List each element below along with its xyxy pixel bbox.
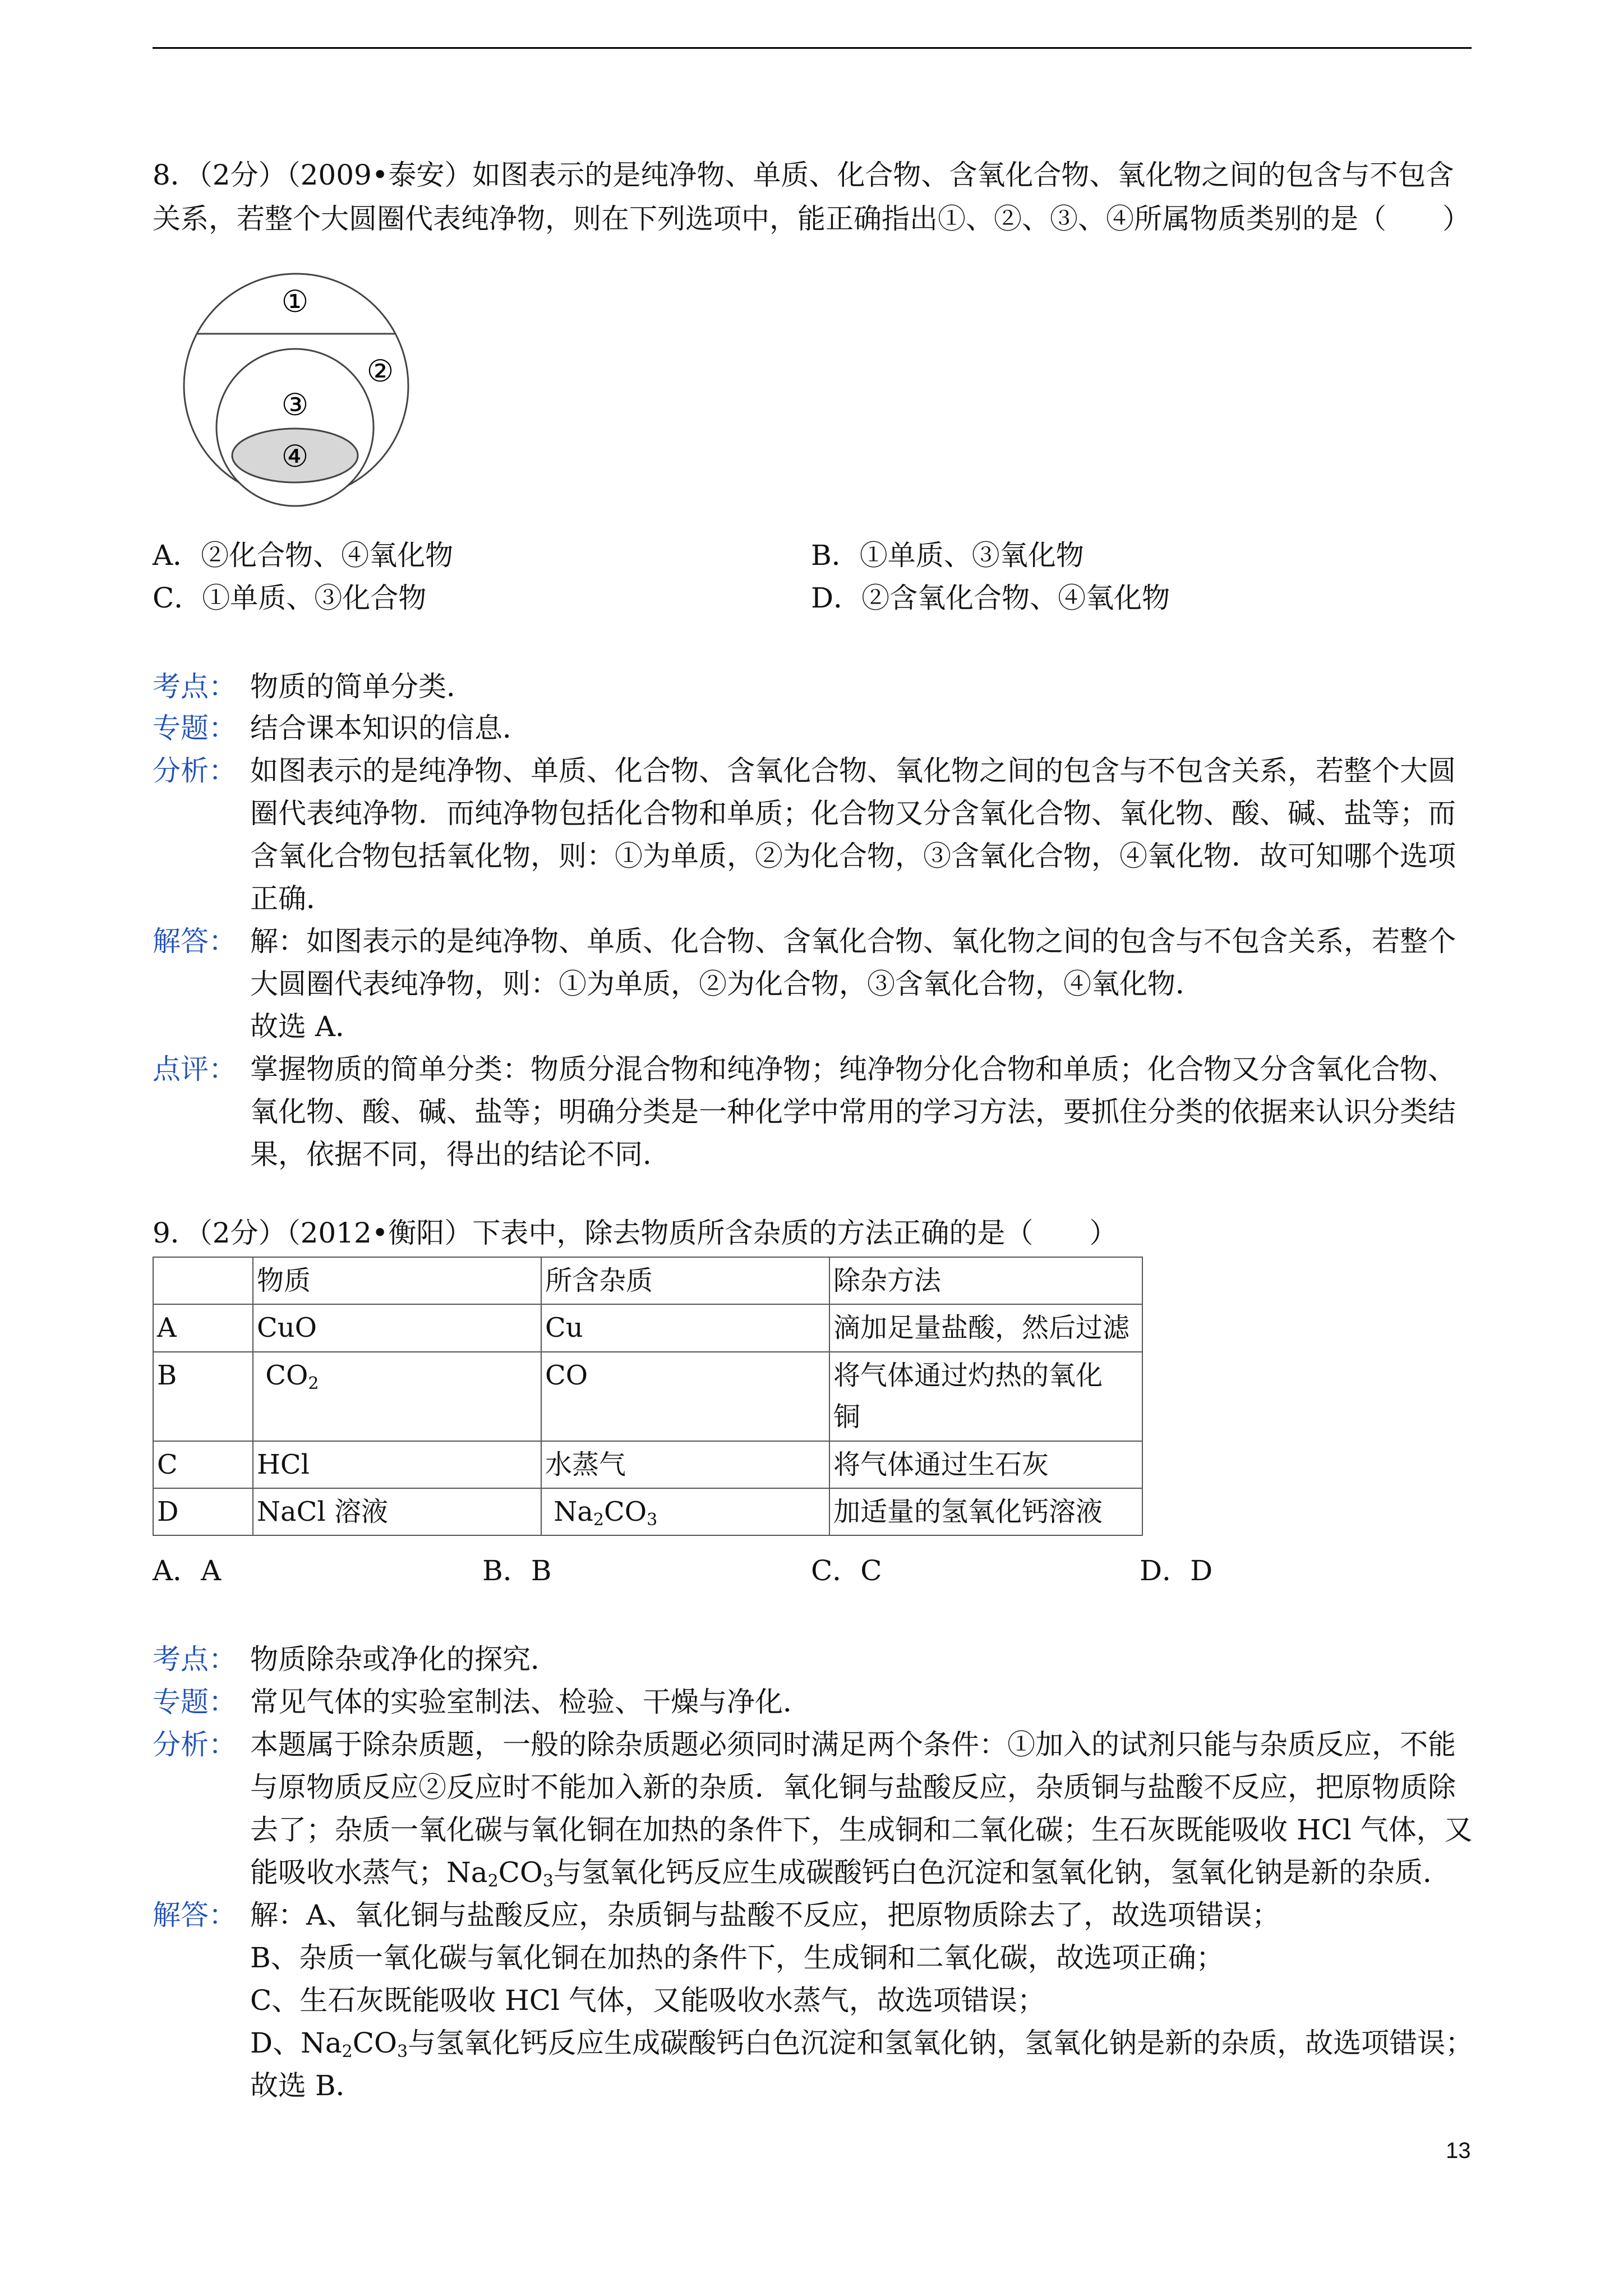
q8-fenxi-label: 分析： bbox=[153, 754, 237, 787]
subscript: 2 bbox=[308, 1373, 319, 1393]
q9-option-c: C．C bbox=[811, 1554, 882, 1587]
table-cell-impurity: Cu bbox=[541, 1304, 829, 1351]
formula-text: CO bbox=[603, 1496, 647, 1527]
q9-fenxi-line: 本题属于除杂质题，一般的除杂质题必须同时满足两个条件：①加入的试剂只能与杂质反应，不能 bbox=[250, 1728, 1456, 1761]
table-header-cell: 物质 bbox=[253, 1257, 541, 1304]
formula-text: Na bbox=[554, 1496, 593, 1527]
table-cell-impurity bbox=[541, 1488, 829, 1535]
q8-kaodian-label: 考点： bbox=[153, 670, 237, 703]
q9-stem: 9．（2分）（2012•衡阳）下表中，除去物质所含杂质的方法正确的是（ ） bbox=[153, 1217, 1118, 1249]
q9-jieda-line: B、杂质一氧化碳与氧化铜在加热的条件下，生成铜和二氧化碳，故选项正确； bbox=[250, 1941, 1224, 1974]
table-cell-method: 滴加足量盐酸，然后过滤 bbox=[829, 1304, 1142, 1351]
q9-zhuanti: 常见气体的实验室制法、检验、干燥与净化． bbox=[250, 1686, 811, 1718]
table-header-cell: 除杂方法 bbox=[829, 1257, 1142, 1304]
q8-zhuanti: 结合课本知识的信息． bbox=[250, 712, 531, 744]
text-run: D、Na bbox=[250, 2027, 342, 2059]
text-run: 能吸收水蒸气；Na bbox=[250, 1856, 488, 1889]
q9-fenxi-line: 与原物质反应②反应时不能加入新的杂质．氧化铜与盐酸反应，杂质铜与盐酸不反应，把原物质除 bbox=[250, 1771, 1456, 1803]
q9-table bbox=[153, 1257, 1143, 1536]
q9-option-a: A．A bbox=[153, 1554, 222, 1587]
q9-jieda-line: C、生石灰既能吸收 HCl 气体，又能吸收水蒸气，故选项错误； bbox=[250, 1984, 1045, 2017]
table-header-cell: 所含杂质 bbox=[541, 1257, 829, 1304]
q8-jieda-line: 故选 A． bbox=[250, 1010, 364, 1043]
q9-option-b: B．B bbox=[482, 1554, 552, 1587]
q8-fenxi-line: 如图表示的是纯净物、单质、化合物、含氧化合物、氧化物之间的包含与不包含关系，若整个大圆 bbox=[250, 754, 1456, 787]
method-line: 将气体通过灼热的氧化 bbox=[833, 1359, 1103, 1391]
q9-kaodian-label: 考点： bbox=[153, 1643, 237, 1676]
text-run: 与氢氧化钙反应生成碳酸钙白色沉淀和氢氧化钠，氢氧化钠是新的杂质． bbox=[554, 1856, 1451, 1889]
q8-option-c: C．①单质、③化合物 bbox=[153, 582, 427, 614]
q8-zhuanti-label: 专题： bbox=[153, 712, 237, 744]
subscript: 3 bbox=[542, 1871, 554, 1891]
q8-jieda-line: 大圆圈代表纯净物，则：①为单质，②为化合物，③含氧化合物，④氧化物． bbox=[250, 968, 1204, 1000]
q8-dianping-line: 掌握物质的简单分类：物质分混合物和纯净物；纯净物分化合物和单质；化合物又分含氧化合物、 bbox=[250, 1053, 1456, 1085]
table-header-row bbox=[153, 1257, 1142, 1304]
q9-fenxi-line bbox=[250, 1856, 1451, 1889]
q9-kaodian: 物质除杂或净化的探究． bbox=[250, 1643, 559, 1676]
table-row bbox=[153, 1304, 1142, 1351]
table-cell-method: 将气体通过生石灰 bbox=[829, 1441, 1142, 1488]
text-run: CO bbox=[352, 2027, 397, 2059]
subscript: 2 bbox=[342, 2042, 353, 2062]
table-row bbox=[153, 1352, 1142, 1441]
table-cell-impurity: 水蒸气 bbox=[541, 1441, 829, 1488]
q8-stem-line-1: 8．（2分）（2009•泰安）如图表示的是纯净物、单质、化合物、含氧化合物、氧化物之间的包含与不包含 bbox=[153, 159, 1454, 191]
method-line: 铜 bbox=[833, 1401, 861, 1433]
q8-classification-diagram bbox=[151, 264, 443, 510]
q9-jieda-end: 故选 B． bbox=[250, 2069, 364, 2102]
label-1: ① bbox=[281, 284, 309, 319]
q8-fenxi-line: 含氧化合物包括氧化物，则：①为单质，②为化合物，③含氧化合物，④氧化物．故可知哪个选项 bbox=[250, 840, 1456, 872]
q8-dianping-line: 果，依据不同，得出的结论不同． bbox=[250, 1138, 671, 1171]
subscript: 3 bbox=[397, 2042, 408, 2062]
table-cell-substance: CuO bbox=[253, 1304, 541, 1351]
table-cell-substance: HCl bbox=[253, 1441, 541, 1488]
table-cell-id: C bbox=[153, 1441, 253, 1488]
table-cell-substance: NaCl 溶液 bbox=[253, 1488, 541, 1535]
q8-fenxi-line: 正确． bbox=[250, 882, 334, 915]
table-cell-id: A bbox=[153, 1304, 253, 1351]
q8-option-b: B．①单质、③氧化物 bbox=[811, 539, 1084, 572]
table-cell-id: B bbox=[153, 1352, 253, 1441]
subscript: 3 bbox=[647, 1510, 658, 1530]
label-2: ② bbox=[366, 353, 394, 389]
table-header-cell bbox=[153, 1257, 253, 1304]
q9-fenxi-label: 分析： bbox=[153, 1728, 237, 1761]
subscript: 2 bbox=[593, 1510, 604, 1530]
table-cell-id: D bbox=[153, 1488, 253, 1535]
table-cell-substance bbox=[253, 1352, 541, 1441]
text-run: 与氢氧化钙反应生成碳酸钙白色沉淀和氢氧化钠，氢氧化钠是新的杂质，故选项错误； bbox=[408, 2027, 1474, 2059]
q8-option-a: A．②化合物、④氧化物 bbox=[153, 539, 454, 572]
q9-jieda-line bbox=[250, 2026, 1473, 2060]
table-row bbox=[153, 1441, 1142, 1488]
header-rule bbox=[153, 47, 1472, 49]
q9-jieda-label: 解答： bbox=[153, 1899, 237, 1931]
q8-dianping-label: 点评： bbox=[153, 1053, 237, 1085]
formula-text: CO bbox=[265, 1359, 308, 1391]
table-cell-method: 加适量的氢氧化钙溶液 bbox=[829, 1488, 1142, 1535]
table-cell-impurity: CO bbox=[541, 1352, 829, 1441]
q9-jieda-line: 解：A、氧化铜与盐酸反应，杂质铜与盐酸不反应，把原物质除去了，故选项错误； bbox=[250, 1899, 1280, 1931]
table-row bbox=[153, 1488, 1142, 1535]
q8-kaodian: 物质的简单分类． bbox=[250, 670, 474, 703]
q9-fenxi-line: 去了；杂质一氧化碳与氧化铜在加热的条件下，生成铜和二氧化碳；生石灰既能吸收 HCl 气体，又 bbox=[250, 1814, 1473, 1846]
q8-jieda-line: 解：如图表示的是纯净物、单质、化合物、含氧化合物、氧化物之间的包含与不包含关系，若整个 bbox=[250, 925, 1456, 958]
q8-fenxi-line: 圈代表纯净物．而纯净物包括化合物和单质；化合物又分含氧化合物、氧化物、酸、碱、盐等；而 bbox=[250, 797, 1456, 830]
label-4: ④ bbox=[281, 439, 309, 474]
subscript: 2 bbox=[487, 1871, 499, 1891]
label-3: ③ bbox=[281, 387, 309, 422]
page-number: 13 bbox=[1446, 2138, 1471, 2163]
text-run: CO bbox=[498, 1856, 543, 1889]
q8-dianping-line: 氧化物、酸、碱、盐等；明确分类是一种化学中常用的学习方法，要抓住分类的依据来认识分类结 bbox=[250, 1096, 1456, 1128]
q8-jieda-label: 解答： bbox=[153, 925, 237, 958]
q8-option-d: D．②含氧化合物、④氧化物 bbox=[811, 582, 1170, 614]
q8-stem-line-2: 关系，若整个大圆圈代表纯净物，则在下列选项中，能正确指出①、②、③、④所属物质类别的是（ ） bbox=[153, 203, 1470, 235]
q9-zhuanti-label: 专题： bbox=[153, 1686, 237, 1718]
table-cell-method bbox=[829, 1352, 1142, 1441]
q9-option-d: D．D bbox=[1140, 1554, 1213, 1587]
